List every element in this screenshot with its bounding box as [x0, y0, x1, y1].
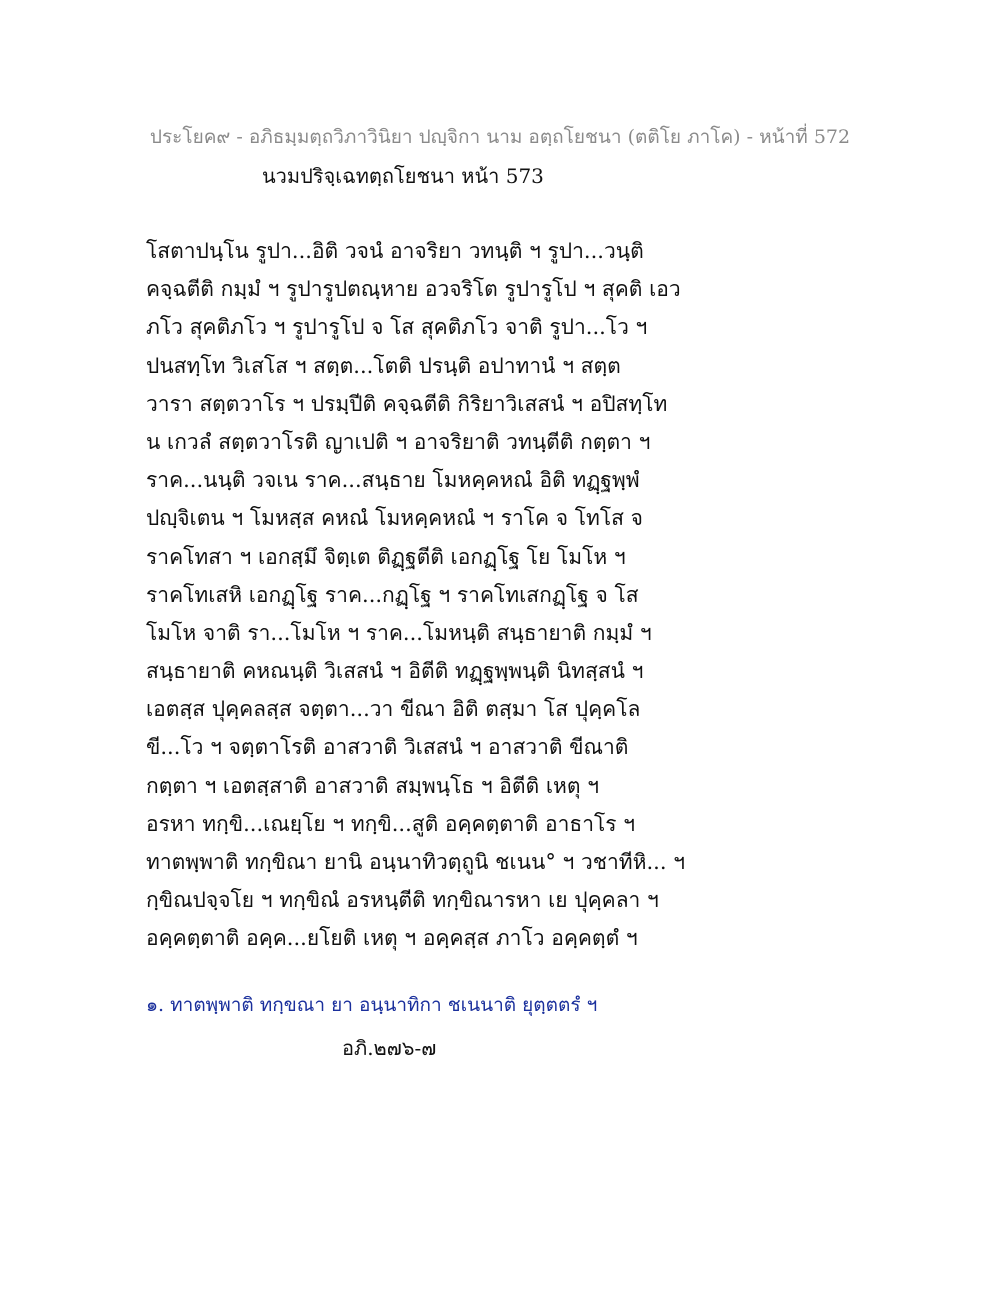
text-line: ราคโทสา ฯ เอกสฺมึ จิตฺเต ติฏฺฐตีติ เอกฏฺโฐ โย โมโห ฯ	[146, 544, 626, 569]
source-reference: อภิ.๒๗๖-๗	[342, 1036, 437, 1060]
text-line: ปญฺจิเตน ฯ โมหสฺส คหณํ โมหคฺคหณํ ฯ ราโค จ โทโส จ	[146, 506, 643, 531]
section-header: นวมปริจฺเฉทตฺถโยชนา หน้า 573	[262, 164, 544, 188]
text-line: ทาตพฺพาติ ทกฺขิณา ยานิ อนฺนาทิวตฺถูนิ ชเนน° ฯ วชาทีหิ... ฯ	[146, 850, 685, 874]
text-line: กฺขิณปจฺจโย ฯ ทกฺขิณํ อรหนฺตีติ ทกฺขิณารหา เย ปุคฺคลา ฯ	[146, 888, 659, 913]
text-line: ภโว สุคติภโว ฯ รูปารูโป จ โส สุคติภโว จาติ รูปา...โว ฯ	[146, 315, 648, 340]
text-line: โมโห จาติ รา...โมโห ฯ ราค...โมหนฺติ สนฺธายาติ กมฺมํ ฯ	[146, 620, 652, 645]
text-line: ราคโทเสหิ เอกฏฺโฐ ราค...กฏฺโฐ ฯ ราคโทเสกฏฺโฐ จ โส	[146, 582, 639, 607]
text-line: วารา สตฺตวาโร ฯ ปรมฺปีติ คจฺฉตีติ กิริยาวิเสสนํ ฯ อปิสทฺโท	[146, 391, 668, 416]
text-line: คจฺฉตีติ กมฺมํ ฯ รูปารูปตณฺหาย อวจริโต รูปารูโป ฯ สุคติ เอว	[146, 277, 681, 302]
text-line: ราค...นนฺติ วจเน ราค...สนฺธาย โมหคฺคหณํ อิติ ทฏฺฐพฺพํ	[146, 468, 640, 493]
text-line: ปนสทฺโท วิเสโส ฯ สตฺต...โตติ ปรนฺติ อปาทานํ ฯ สตฺต	[146, 353, 621, 378]
footnote: ๑. ทาตพฺพาติ ทกฺขณา ยา อนฺนาทิกา ชเนนาติ ยุตฺตตรํ ฯ	[146, 994, 598, 1016]
text-line: อคฺคตฺตาติ อคฺค...ยโยติ เหตุ ฯ อคฺคสฺส ภาโว อคฺคตฺตํ ฯ	[146, 926, 638, 951]
text-line: กตฺตา ฯ เอตสฺสาติ อาสวาติ สมฺพนฺโธ ฯ อิตีติ เหตุ ฯ	[146, 773, 599, 798]
text-line: เอตสฺส ปุคฺคลสฺส จตฺตา...วา ขีณา อิติ ตสฺมา โส ปุคฺคโล	[146, 697, 641, 722]
page-header: ประโยค๙ - อภิธมฺมตฺถวิภาวินิยา ปญฺจิกา นาม อตฺถโยชนา (ตติโย ภาโค) - หน้าที่ 572	[149, 126, 851, 148]
text-line: ขี...โว ฯ จตฺตาโรติ อาสวาติ วิเสสนํ ฯ อาสวาติ ขีณาติ	[146, 735, 629, 760]
text-line: น เกวลํ สตฺตวาโรติ ญาเปติ ฯ อาจริยาติ วทนฺตีติ กตฺตา ฯ	[146, 429, 651, 454]
text-line: อรหา ทกฺขิ...เณยฺโย ฯ ทกฺขิ...สูติ อคฺคตฺตาติ อาธาโร ฯ	[146, 811, 636, 836]
text-line: โสตาปนฺโน รูปา...อิติ วจนํ อาจริยา วทนฺติ ฯ รูปา...วนฺติ	[146, 239, 644, 263]
text-line: สนฺธายาติ คหณนฺติ วิเสสนํ ฯ อิตีติ ทฏฺฐพฺพนฺติ นิทสฺสนํ ฯ	[146, 659, 644, 684]
body-text	[146, 232, 706, 958]
